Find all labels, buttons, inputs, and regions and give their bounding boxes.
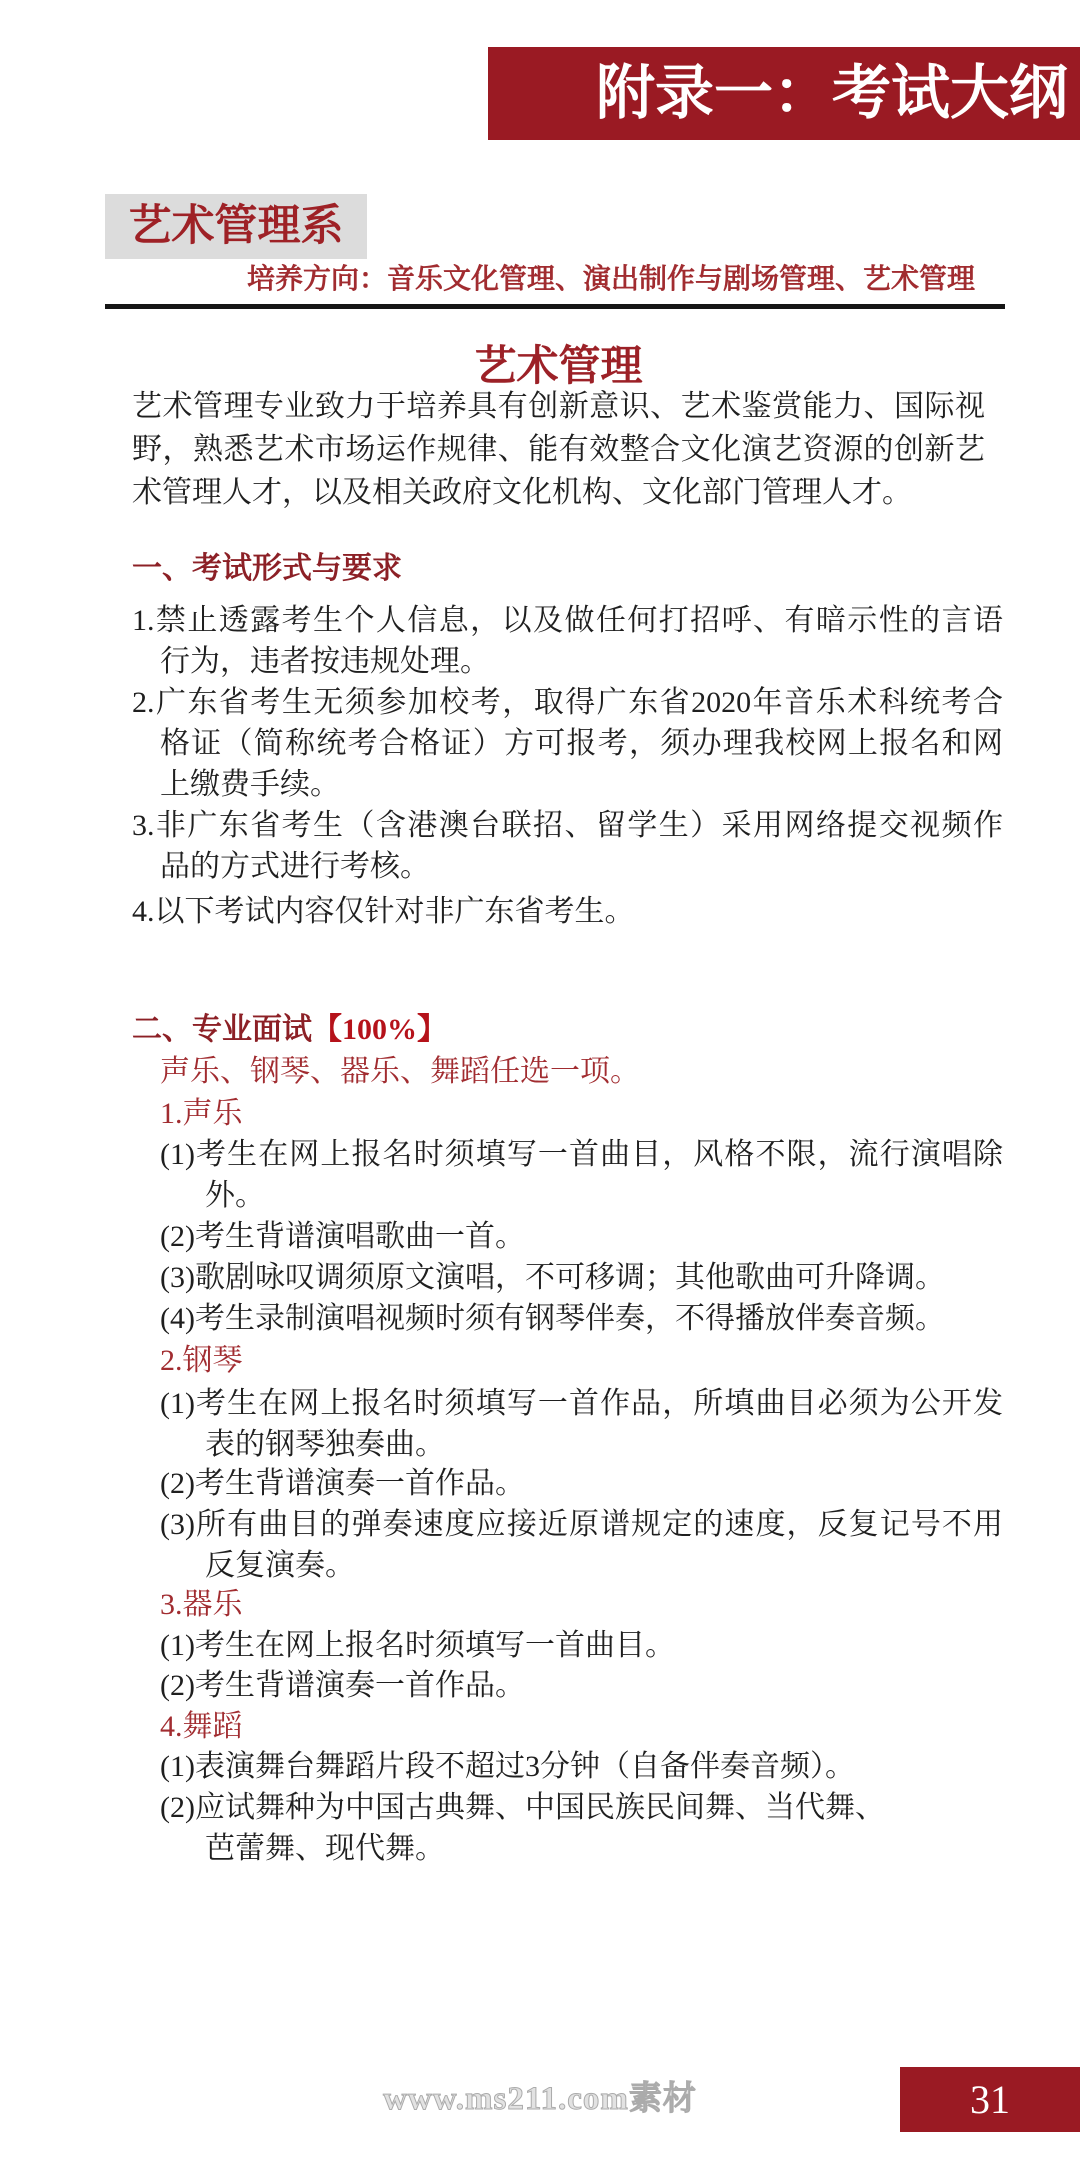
- list-item-line: 3.非广东省考生（含港澳台联招、留学生）采用网络提交视频作: [132, 809, 1003, 842]
- list-item-line: 行为，违者按违规处理。: [160, 645, 490, 678]
- department-name: 艺术管理系: [128, 203, 344, 250]
- list-item-line: 2.广东省考生无须参加校考，取得广东省2020年音乐术科统考合: [132, 686, 1003, 719]
- appendix-banner-title: 附录一：考试大纲: [595, 60, 1068, 126]
- list-item-line: (1)考生在网上报名时须填写一首曲目，风格不限，流行演唱除: [160, 1138, 1003, 1171]
- list-item-line: (3)所有曲目的弹奏速度应接近原谱规定的速度，反复记号不用: [160, 1508, 1003, 1541]
- list-item-line: 外。: [205, 1179, 265, 1212]
- training-direction: 培养方向：音乐文化管理、演出制作与剧场管理、艺术管理: [247, 264, 976, 295]
- list-item-line: 格证（简称统考合格证）方可报考，须办理我校网上报名和网: [160, 727, 1003, 760]
- section2-weight: 【100%】: [312, 1013, 447, 1046]
- list-item-line: 品的方式进行考核。: [160, 850, 430, 883]
- watermark: www.ms211.com素材: [383, 2081, 697, 2117]
- subsection-title: 1.声乐: [160, 1097, 243, 1130]
- list-item-line: (2)考生背谱演唱歌曲一首。: [160, 1220, 525, 1253]
- page-number-box: [900, 2067, 1080, 2132]
- section2-heading-text: 二、专业面试: [132, 1013, 312, 1046]
- appendix-banner: [488, 47, 1080, 140]
- subsection-title: 2.钢琴: [160, 1344, 243, 1377]
- list-item-line: 上缴费手续。: [160, 768, 340, 801]
- program-title: 艺术管理: [474, 344, 643, 390]
- subsection-title: 3.器乐: [160, 1588, 243, 1621]
- intro-line: 艺术管理专业致力于培养具有创新意识、艺术鉴赏能力、国际视: [132, 390, 985, 423]
- intro-line: 野，熟悉艺术市场运作规律、能有效整合文化演艺资源的创新艺: [132, 433, 985, 466]
- section2-heading: [132, 1010, 447, 1050]
- list-item-line: (1)考生在网上报名时须填写一首作品，所填曲目必须为公开发: [160, 1387, 1003, 1420]
- page-number: 31: [970, 2077, 1010, 2122]
- list-item-line: (2)应试舞种为中国古典舞、中国民族民间舞、当代舞、: [160, 1791, 885, 1824]
- department-box: [105, 194, 367, 259]
- list-item-line: 4.以下考试内容仅针对非广东省考生。: [132, 895, 635, 928]
- subsection-title: 4.舞蹈: [160, 1710, 243, 1743]
- list-item-line: 表的钢琴独奏曲。: [205, 1428, 445, 1461]
- list-item-line: 1.禁止透露考生个人信息，以及做任何打招呼、有暗示性的言语: [132, 604, 1003, 637]
- list-item-line: 芭蕾舞、现代舞。: [205, 1832, 445, 1865]
- list-item-line: (1)考生在网上报名时须填写一首曲目。: [160, 1629, 675, 1662]
- section1-heading: 一、考试形式与要求: [132, 552, 402, 585]
- list-item-line: (1)表演舞台舞蹈片段不超过3分钟（自备伴奏音频）。: [160, 1750, 855, 1783]
- intro-line: 术管理人才，以及相关政府文化机构、文化部门管理人才。: [132, 476, 912, 509]
- list-item-line: 反复演奏。: [205, 1549, 355, 1582]
- list-item-line: (3)歌剧咏叹调须原文演唱，不可移调；其他歌曲可升降调。: [160, 1261, 945, 1294]
- list-item-line: (2)考生背谱演奏一首作品。: [160, 1669, 525, 1702]
- list-item-line: (4)考生录制演唱视频时须有钢琴伴奏，不得播放伴奏音频。: [160, 1302, 945, 1335]
- list-item-line: (2)考生背谱演奏一首作品。: [160, 1467, 525, 1500]
- section2-note: 声乐、钢琴、器乐、舞蹈任选一项。: [160, 1055, 640, 1088]
- divider-rule: [105, 304, 1005, 309]
